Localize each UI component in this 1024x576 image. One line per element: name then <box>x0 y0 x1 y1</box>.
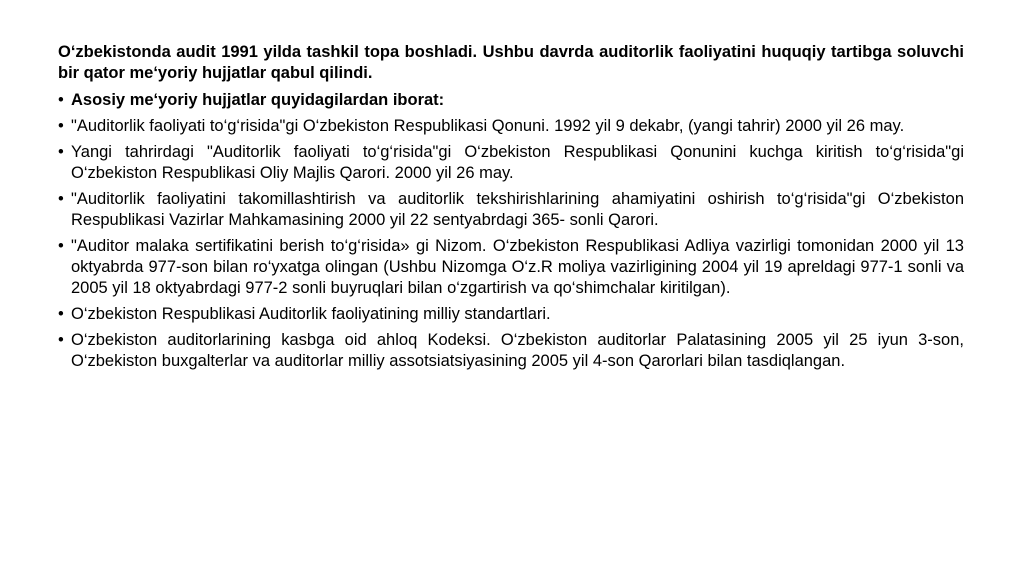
list-item-text: "Auditor malaka sertifikatini berish to‘g‘risida» gi Nizom. O‘zbekiston Respublikasi Adliya vazirligi tomonidan 2000 yil 13 oktyabrda 977-son bilan ro‘yxatga olingan (Ushbu Nizomga O‘z.R moliya vazirligining 2004 yil 19 apreldagi 977-1 sonli va 2005 yil 18 oktyabrdagi 977-2 sonli buyruqlari bilan o‘zgartirish va qo‘shimchalar kiritilgan). <box>71 237 964 297</box>
list-item <box>58 304 964 325</box>
bullet-icon: • <box>58 91 64 109</box>
bullet-icon: • <box>58 190 64 208</box>
list-item-heading <box>58 90 964 111</box>
list-item <box>58 189 964 231</box>
list-item-text: Asosiy me‘yoriy hujjatlar quyidagilardan iborat: <box>71 91 445 109</box>
bullet-icon: • <box>58 331 64 349</box>
list-item-text: "Auditorlik faoliyati to‘g‘risida"gi O‘zbekiston Respublikasi Qonuni. 1992 yil 9 dekabr, (yangi tahrir) 2000 yil 26 may. <box>71 117 905 135</box>
bullet-icon: • <box>58 237 64 255</box>
intro-paragraph: O‘zbekistonda audit 1991 yilda tashkil topa boshladi. Ushbu davrda auditorlik faoliyatini huquqiy tartibga soluvchi bir qator me‘yoriy hujjatlar qabul qilindi. <box>58 43 964 82</box>
list-item-text: O‘zbekiston Respublikasi Auditorlik faoliyatining milliy standartlari. <box>71 305 551 323</box>
list-item <box>58 236 964 299</box>
bullet-icon: • <box>58 305 64 323</box>
list-item <box>58 142 964 184</box>
bullet-icon: • <box>58 117 64 135</box>
list-item-text: Yangi tahrirdagi "Auditorlik faoliyati to‘g‘risida"gi O‘zbekiston Respublikasi Qonunini kuchga kiritish to‘g‘risida"gi O‘zbekiston Respublikasi Oliy Majlis Qarori. 2000 yil 26 may. <box>71 143 964 182</box>
list-item <box>58 116 964 137</box>
list-item <box>58 330 964 372</box>
bullet-list <box>58 90 964 372</box>
list-item-text: O‘zbekiston auditorlarining kasbga oid ahloq Kodeksi. O‘zbekiston auditorlar Palatasining 2005 yil 25 iyun 3-son, O‘zbekiston buxgalterlar va auditorlar milliy assotsiatsiyasining 2005 yil 4-son Qarorlari bilan tasdiqlangan. <box>71 331 964 370</box>
list-item-text: "Auditorlik faoliyatini takomillashtirish va auditorlik tekshirishlarining ahamiyatini oshirish to‘g‘risida"gi O‘zbekiston Respublikasi Vazirlar Mahkamasining 2000 yil 22 sentyabrdagi 365- sonli Qarori. <box>71 190 964 229</box>
bullet-icon: • <box>58 143 64 161</box>
slide-content <box>58 42 964 377</box>
